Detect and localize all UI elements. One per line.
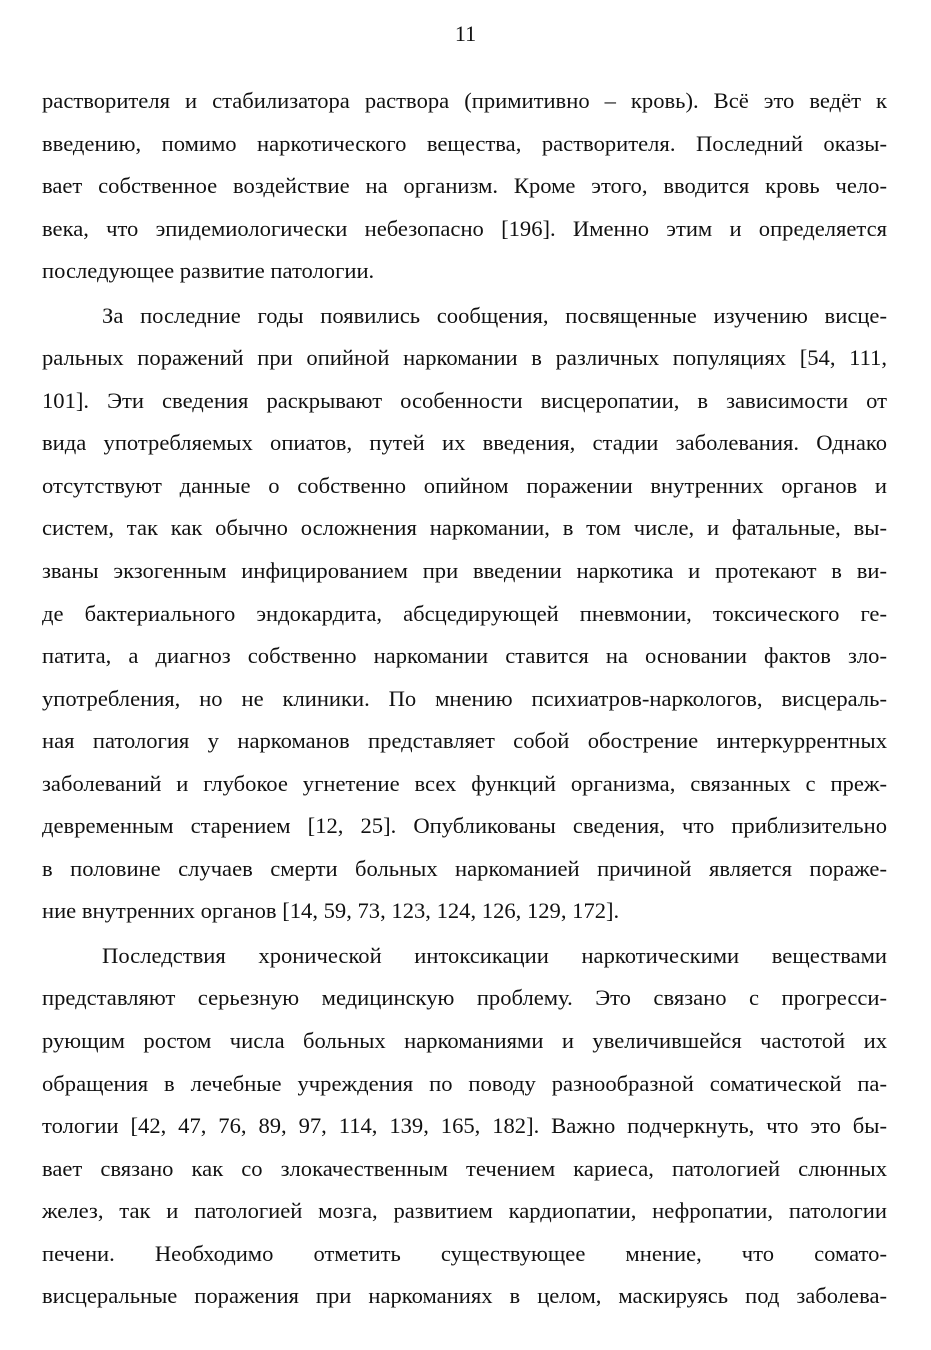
text-line: Последствия хронической интоксикации наркотическими веществами (102, 942, 887, 968)
text-line: девременным старением [12, 25]. Опубликованы сведения, что приблизительно (42, 813, 887, 839)
text-line: вида употребляемых опиатов, путей их введения, стадии заболевания. Однако (42, 430, 887, 456)
text-line: представляют серьезную медицинскую проблему. Это связано с прогресси- (42, 985, 887, 1011)
text-line: званы экзогенным инфицированием при введении наркотика и протекают в ви- (42, 558, 887, 584)
text-line: патита, а диагноз собственно наркомании ставится на основании фактов зло- (42, 643, 887, 669)
text-line: отсутствуют данные о собственно опийном поражении внутренних органов и (42, 472, 887, 498)
text-line: заболеваний и глубокое угнетение всех функций организма, связанных с преж- (42, 770, 887, 796)
text-line: введению, помимо наркотического вещества, растворителя. Последний оказы- (42, 130, 887, 156)
text-line: в половине случаев смерти больных наркоманией причиной является пораже- (42, 855, 887, 881)
text-line: желез, так и патологией мозга, развитием кардиопатии, нефропатии, патологии (42, 1198, 887, 1224)
text-line: века, что эпидемиологически небезопасно [196]. Именно этим и определяется (42, 215, 887, 241)
text-line: ральных поражений при опийной наркомании в различных популяциях [54, 111, (42, 345, 887, 371)
text-line: де бактериального эндокардита, абсцедирующей пневмонии, токсического ге- (42, 600, 887, 626)
text-line: вает связано как со злокачественным течением кариеса, патологией слюнных (42, 1155, 887, 1181)
text-line: 101]. Эти сведения раскрывают особенности висцеропатии, в зависимости от (42, 387, 887, 413)
text-line: тологии [42, 47, 76, 89, 97, 114, 139, 165, 182]. Важно подчеркнуть, что это бы- (42, 1113, 887, 1139)
text-line: растворителя и стабилизатора раствора (примитивно – кровь). Всё это ведёт к (42, 88, 887, 113)
text-line: ная патология у наркоманов представляет собой обострение интеркуррентных (42, 728, 887, 754)
text-line: вает собственное воздействие на организм. Кроме этого, вводится кровь чело- (42, 173, 887, 199)
paragraph-2 (42, 295, 887, 933)
text-line: печени. Необходимо отметить существующее мнение, что сомато- (42, 1240, 887, 1266)
text-line: обращения в лечебные учреждения по поводу разнообразной соматической па- (42, 1070, 887, 1096)
text-line: употребления, но не клиники. По мнению психиатров-наркологов, висцераль- (42, 685, 887, 711)
document-body (42, 80, 887, 1318)
text-line: последующее развитие патологии. (42, 258, 375, 284)
page-number: 11 (454, 21, 477, 46)
paragraph-1 (42, 80, 887, 293)
text-line: ние внутренних органов [14, 59, 73, 123, 124, 126, 129, 172]. (42, 898, 620, 924)
text-line: рующим ростом числа больных наркоманиями и увеличившейся частотой их (42, 1028, 887, 1054)
paragraph-3 (42, 935, 887, 1318)
text-line: систем, так как обычно осложнения наркомании, в том числе, и фатальные, вы- (42, 515, 887, 541)
text-line: висцеральные поражения при наркоманиях в целом, маскируясь под заболева- (42, 1283, 887, 1309)
text-line: За последние годы появились сообщения, посвященные изучению висце- (102, 302, 887, 328)
